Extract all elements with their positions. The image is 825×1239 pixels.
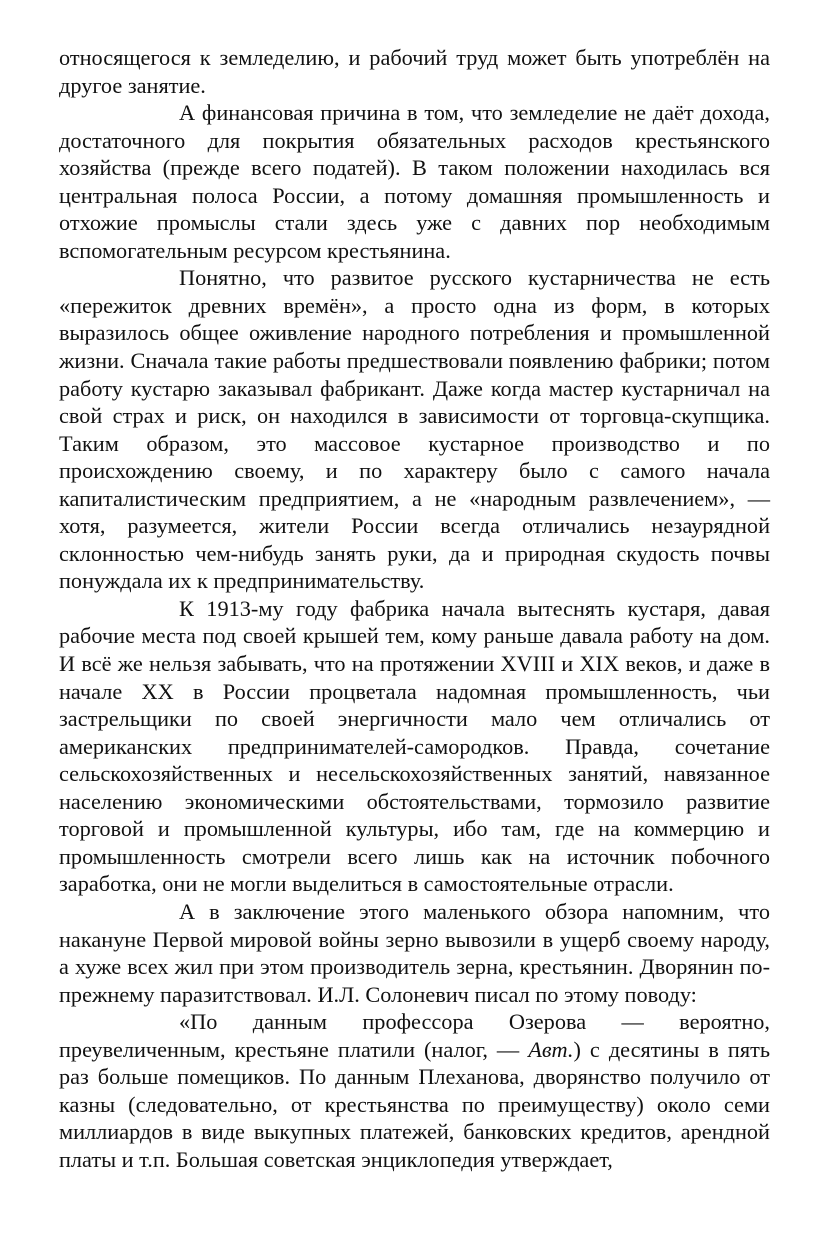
quote-author-note: Авт. [528,1036,574,1062]
paragraph-2: А финансовая причина в том, что земледелие не даёт дохода, достаточного для покрытия обязательных расходов крестьянского хозяйства (прежде всего податей). В таком положении находилась вся центральная полоса России, а потому домашняя промышленность и отхожие промыслы стали здесь уже с давних пор необходимым вспомогательным ресурсом крестьянина. [59,100,770,263]
quote-paragraph [59,1008,770,1173]
paragraph-3: Понятно, что развитое русского кустарничества не есть «пережиток древних времён», а просто одна из форм, в которых выразилось общее оживление народного потребления и промышленной жизни. Сначала такие работы предшествовали появлению фабрики; потом работу кустарю заказывал фабрикант. Даже когда мастер кустарничал на свой страх и риск, он находился в зависимости от торговца-скупщика. Таким образом, это массовое кустарное производство и по происхождению своему, и по характеру было с самого начала капиталистическим предприятием, а не «народным развлечением», — хотя, разумеется, жители России всегда отличались незаурядной склонностью чем-нибудь занять руки, да и природная скудость почвы понуждала их к предпринимательству. [59,265,770,594]
document-page [59,44,770,1173]
paragraph-4: К 1913-му году фабрика начала вытеснять кустаря, давая рабочие места под своей крышей тем, кому раньше давала работу на дом. И всё же нельзя забывать, что на протяжении XVIII и XIX веков, и даже в начале XX в России процветала надомная промышленность, чьи застрельщики по своей энергичности мало чем отличались от американских предпринимателей-самородков. Правда, сочетание сельскохозяйственных и несельскохозяйственных занятий, навязанное населению экономическими обстоятельствами, тормозило развитие торговой и промышленной культуры, ибо там, где на коммерцию и промышленность смотрели всего лишь как на источник побочного заработка, они не могли выделиться в самостоятельные отрасли. [59,595,770,897]
paragraph-5: А в заключение этого маленького обзора напомним, что накануне Первой мировой войны зерно вывозили в ущерб своему народу, а хуже всех жил при этом производитель зерна, крестьянин. Дворянин по-прежнему паразитствовал. И.Л. Солоневич писал по этому поводу: [59,898,770,1007]
paragraph-1: относящегося к земледелию, и рабочий труд может быть употреблён на другое занятие. [59,45,770,98]
quote-text-after: ) с десятины в пять раз больше помещиков. По данным Плеханова, дворянство получило от казны (следовательно, от крестьянства по преимуществу) около семи миллиардов в виде выкупных платежей, банковских кредитов, арендной платы и т.п. Большая советская энциклопедия утверждает, [59,1036,770,1172]
quote-text-before: «По данным профессора Озерова — вероятно, преувеличенным, крестьяне платили (налог, — [59,1009,770,1062]
